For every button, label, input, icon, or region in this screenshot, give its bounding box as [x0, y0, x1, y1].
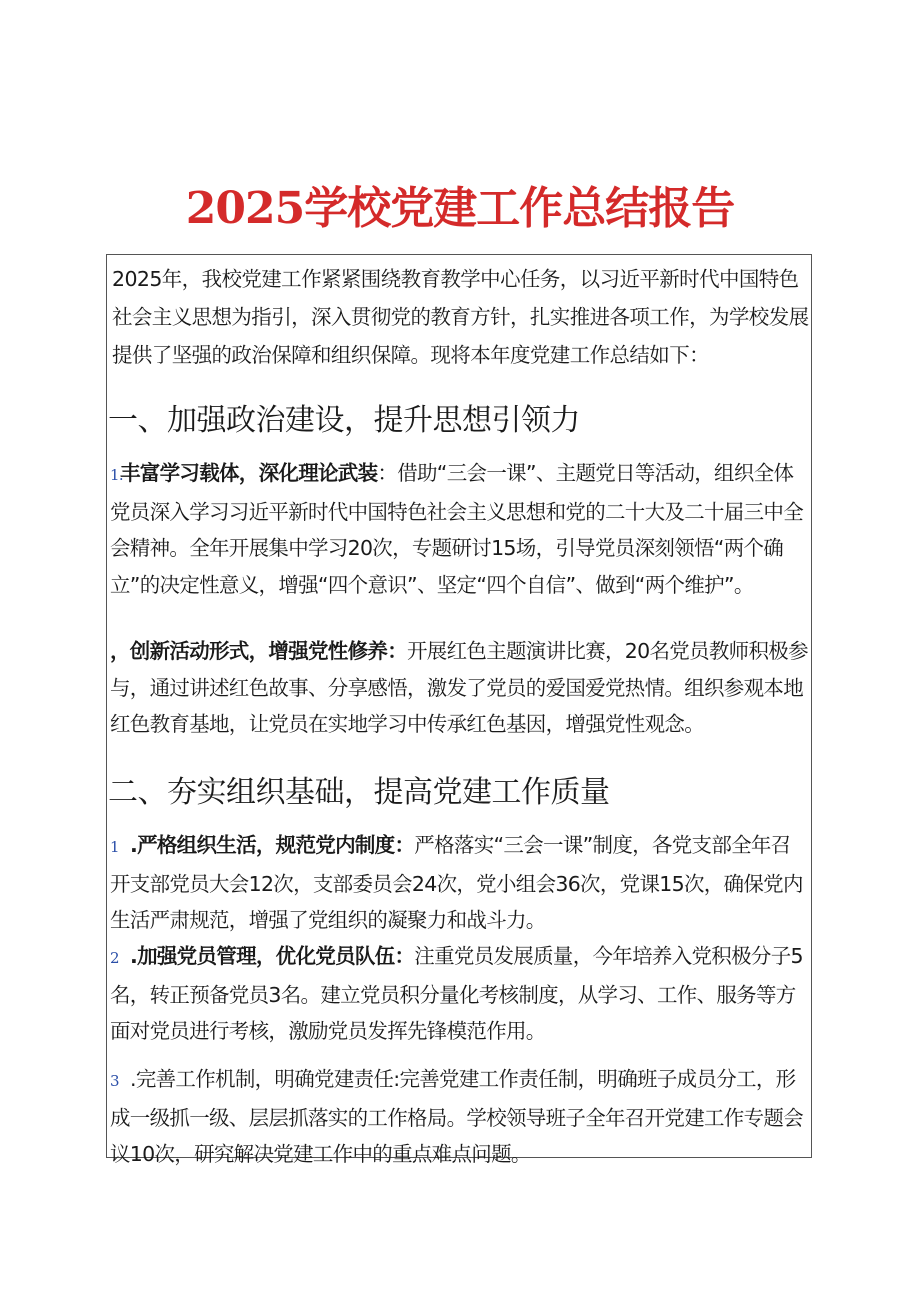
item-number: 2: [110, 949, 119, 967]
document-title: 2025学校党建工作总结报告: [185, 183, 735, 235]
item-lead: .加强党员管理，优化党员队伍：: [130, 944, 415, 968]
section-1-item-1: [110, 455, 810, 603]
item-number: 3: [110, 1072, 119, 1090]
section-2-item-2: [110, 938, 810, 1050]
section-1-item-2: [110, 633, 810, 743]
item-text: 开展红色主题演讲比赛，20名党员教师积极参与，通过讲述红色故事、分享感悟，激发了党员的爱国爱党热情。组织参观本地红色教育基地，让党员在实地学习中传承红色基因，增强党性观念。: [110, 639, 808, 736]
section-heading-2: 二、夯实组织基础，提高党建工作质量: [108, 775, 610, 810]
item-lead: 丰富学习载体，深化理论武装: [120, 461, 378, 485]
intro-paragraph: 2025年，我校党建工作紧紧围绕教育教学中心任务，以习近平新时代中国特色社会主义思想为指引，深入贯彻党的教育方针，扎实推进各项工作，为学校发展提供了坚强的政治保障和组织保障。现将本年度党建工作总结如下：: [112, 267, 809, 367]
section-2-item-3: [110, 1061, 810, 1173]
item-text: 严格落实“三会一课”制度，各党支部全年召开支部党员大会12次，支部委员会24次，党小组会36次，党课15次，确保党内生活严肃规范，增强了党组织的凝聚力和战斗力。: [110, 833, 803, 932]
item-number: 1: [110, 838, 119, 856]
item-text: 注重党员发展质量，今年培养入党积极分子5名，转正预备党员3名。建立党员积分量化考核制度，从学习、工作、服务等方面对党员进行考核，激励党员发挥先锋模范作用。: [110, 944, 803, 1043]
section-2-item-1: [110, 827, 810, 939]
item-lead: .完善工作机制，明确党建责任:: [130, 1067, 400, 1091]
section-heading-1: 一、加强政治建设，提升思想引领力: [108, 403, 580, 438]
item-text: 完善党建工作责任制，明确班子成员分工，形成一级抓一级、层层抓落实的工作格局。学校领导班子全年召开党建工作专题会议10次，研究解决党建工作中的重点难点问题。: [110, 1067, 803, 1166]
item-lead: ，创新活动形式，增强党性修养：: [110, 639, 407, 663]
item-lead: .严格组织生活，规范党内制度：: [130, 833, 415, 857]
item-text: ：借助“三会一课”、主题党日等活动，组织全体党员深入学习习近平新时代中国特色社会主义思想和党的二十大及二十届三中全会精神。全年开展集中学习20次，专题研讨15场，引导党员深刻领悟“两个确立”的决定性意义，增强“四个意识”、坚定“四个自信”、做到“两个维护”。: [110, 461, 803, 597]
item-number: 1.: [110, 466, 123, 484]
